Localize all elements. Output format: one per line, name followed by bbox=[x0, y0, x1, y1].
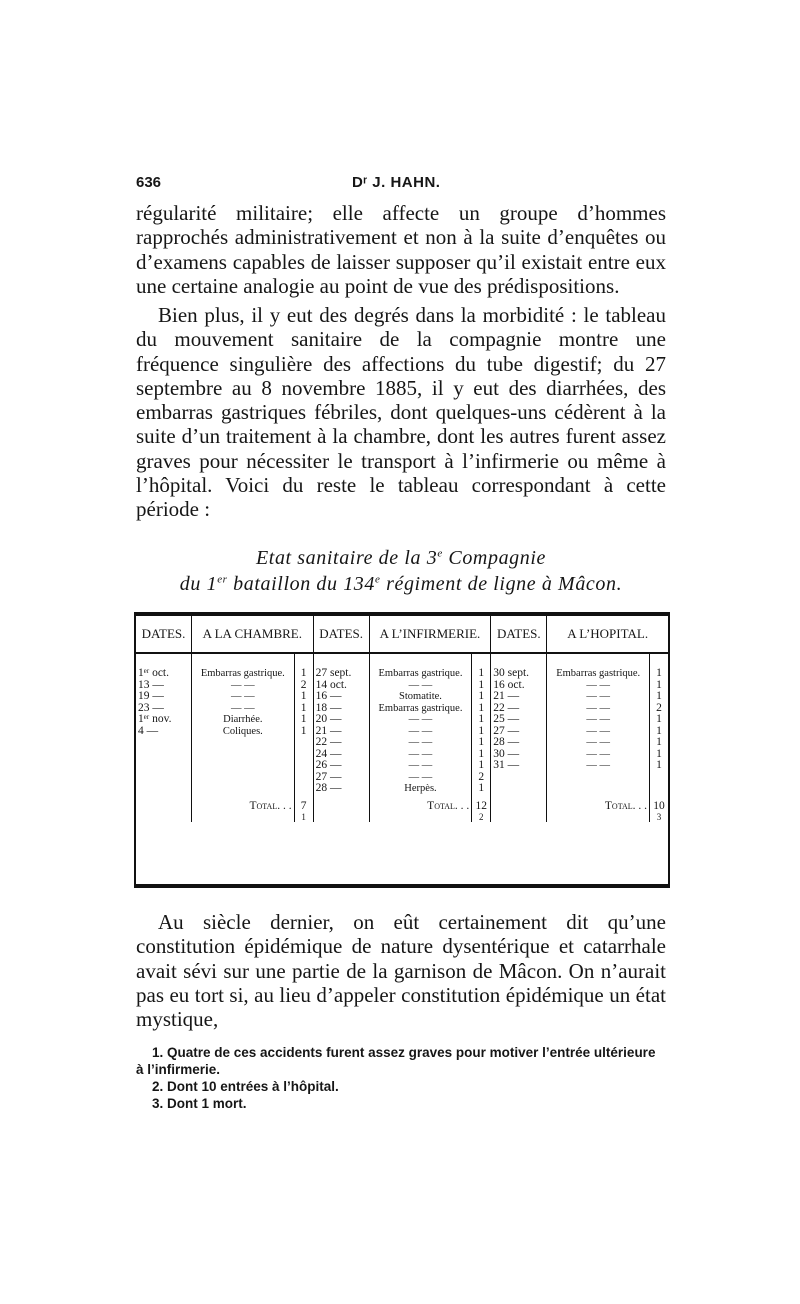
table-cell-count: 1 bbox=[472, 760, 491, 772]
table-cell-date: 31 — bbox=[491, 760, 547, 772]
table-cell-count bbox=[294, 749, 313, 761]
table-row bbox=[136, 749, 668, 761]
table-cell-date: 26 — bbox=[313, 760, 369, 772]
table-cell-date: 24 — bbox=[313, 749, 369, 761]
total-value bbox=[294, 795, 313, 823]
table-cell-count bbox=[650, 783, 669, 795]
table-row bbox=[136, 714, 668, 726]
table-cell-count: 1 bbox=[294, 691, 313, 703]
table-cell-count: 1 bbox=[294, 703, 313, 715]
table-cell-cause: — — bbox=[369, 760, 472, 772]
footnote-marker: 3 bbox=[656, 812, 662, 822]
table-cell-cause bbox=[192, 749, 295, 761]
table-cell-count bbox=[294, 737, 313, 749]
table-cell-cause: — — bbox=[192, 703, 295, 715]
total-number: 12 bbox=[475, 799, 488, 812]
table-title bbox=[136, 545, 666, 597]
table-cell-date: 16 — bbox=[313, 691, 369, 703]
table-cell-count: 1 bbox=[656, 690, 662, 702]
table-cell-count bbox=[294, 783, 313, 795]
sanitary-table bbox=[134, 612, 670, 888]
table-cell-date: 1ᵉʳ nov. bbox=[136, 714, 192, 726]
table-cell-count: 1 bbox=[472, 714, 491, 726]
total-value bbox=[472, 795, 491, 823]
table-cell-date bbox=[491, 772, 547, 784]
table-title-line-1: Etat sanitaire de la 3e Compagnie bbox=[255, 547, 547, 569]
footnote-marker: 1 bbox=[301, 812, 306, 822]
table-cell-count: 1 bbox=[472, 749, 491, 761]
table-cell-date bbox=[136, 737, 192, 749]
table-header-row bbox=[136, 616, 668, 653]
table-cell-date: 30 sept. bbox=[491, 668, 547, 680]
table-cell-count: 2 bbox=[472, 772, 491, 784]
table-cell-date bbox=[136, 772, 192, 784]
footnotes bbox=[136, 1044, 666, 1112]
table-row bbox=[136, 703, 668, 715]
table-cell-cause: — — bbox=[547, 726, 650, 738]
table-cell-date bbox=[136, 749, 192, 761]
footnote-1: 1. Quatre de ces accidents furent assez graves pour motiver l’entrée ultérieure à l’infirmerie. bbox=[136, 1045, 656, 1077]
col-header: DATES. bbox=[491, 616, 547, 653]
author-header: Dʳ J. HAHN. bbox=[352, 174, 441, 191]
table-cell-cause: Diarrhée. bbox=[192, 714, 295, 726]
table-cell-cause: — — bbox=[192, 691, 295, 703]
table-cell-cause: — — bbox=[192, 680, 295, 692]
table-cell-cause: Embarras gastrique. bbox=[192, 668, 295, 680]
col-header: DATES. bbox=[313, 616, 369, 653]
table-cell-date bbox=[136, 760, 192, 772]
table-cell-count: 1 bbox=[472, 668, 491, 680]
table-cell-cause bbox=[192, 783, 295, 795]
paragraph-1: régularité militaire; elle affecte un groupe d’hommes rapprochés administrativement et non à la suite d’enquêtes ou d’examens capables de laisser supposer qu’il existait entre eux une certaine analogie au point de vue des prédispositions. bbox=[136, 201, 666, 298]
table-cell-count: 1 bbox=[472, 726, 491, 738]
total-number: 10 bbox=[653, 799, 665, 812]
table-cell-date: 30 — bbox=[491, 749, 547, 761]
table-cell-cause bbox=[547, 783, 650, 795]
table-cell-count: 1 bbox=[656, 713, 662, 725]
table-cell-cause: Embarras gastrique. bbox=[547, 668, 650, 680]
table-cell-cause bbox=[192, 737, 295, 749]
table-cell-count: 2 bbox=[294, 680, 313, 692]
table-cell-date: 27 sept. bbox=[313, 668, 369, 680]
table-row bbox=[136, 726, 668, 738]
table-cell-date: 20 — bbox=[313, 714, 369, 726]
table-cell-cause: — — bbox=[547, 737, 650, 749]
table-title-line-2: du 1er bataillon du 134e régiment de ligne à Mâcon. bbox=[179, 573, 623, 595]
table-cell-count: 1 bbox=[294, 726, 313, 738]
table-cell-count bbox=[650, 772, 669, 784]
table-cell-count: 1 bbox=[472, 680, 491, 692]
paragraph-3: Au siècle dernier, on eût certainement dit qu’une constitution épidémique de nature dysentérique et catarrhale avait sévi sur une partie de la garnison de Mâcon. On n’aurait pas eu tort si, au lieu d’appeler constitution épidémique un état mystique, bbox=[136, 910, 666, 1032]
table-row bbox=[136, 737, 668, 749]
table-cell-date: 19 — bbox=[136, 691, 192, 703]
table-cell-cause: — — bbox=[369, 772, 472, 784]
table-cell-date bbox=[136, 783, 192, 795]
table-cell-date: 1ᵉʳ oct. bbox=[136, 668, 192, 680]
page-number: 636 bbox=[136, 174, 162, 191]
total-label: Total. . . bbox=[369, 795, 472, 823]
table-cell-date: 23 — bbox=[136, 703, 192, 715]
table-row bbox=[136, 691, 668, 703]
table-cell-cause: — — bbox=[547, 749, 650, 761]
table-cell-date: 22 — bbox=[491, 703, 547, 715]
footnote-3: 3. Dont 1 mort. bbox=[152, 1096, 247, 1111]
paragraph-2: Bien plus, il y eut des degrés dans la morbidité : le tableau du mouvement sanitaire de la compagnie montre une fréquence singulière des affections du tube digestif; du 27 septembre au 8 novembre 1885, il y eut des diarrhées, des embarras gastriques fébriles, dont quelques-uns cédèrent à la suite d’un traitement à la chambre, dont les autres furent assez graves pour nécessiter le transport à l’infirmerie ou même à l’hôpital. Voici du reste le tableau correspondant à cette période : bbox=[136, 303, 666, 522]
table-cell-date: 28 — bbox=[491, 737, 547, 749]
table-row bbox=[136, 668, 668, 680]
table-cell-cause: — — bbox=[369, 737, 472, 749]
table-cell-date: 4 — bbox=[136, 726, 192, 738]
table-cell-date: 27 — bbox=[491, 726, 547, 738]
table-cell-count: 1 bbox=[472, 783, 491, 795]
total-label: Total. . . bbox=[547, 795, 650, 823]
table-cell-count: 1 bbox=[656, 678, 662, 691]
total-number: 7 bbox=[300, 799, 307, 812]
table-cell-date: 21 — bbox=[313, 726, 369, 738]
table-cell-cause: — — bbox=[369, 714, 472, 726]
table-cell-cause: — — bbox=[547, 703, 650, 715]
table-cell-count: 1 bbox=[656, 759, 662, 771]
table-cell-cause bbox=[192, 760, 295, 772]
table-cell-cause: — — bbox=[547, 714, 650, 726]
table-cell-cause: Herpès. bbox=[369, 783, 472, 795]
col-header: DATES. bbox=[136, 616, 192, 653]
table-cell-cause: — — bbox=[547, 680, 650, 692]
table-cell-cause: Stomatite. bbox=[369, 691, 472, 703]
footnote-2: 2. Dont 10 entrées à l’hôpital. bbox=[152, 1079, 339, 1094]
table-cell-date: 21 — bbox=[491, 691, 547, 703]
col-header: A L’INFIRMERIE. bbox=[369, 616, 491, 653]
table-cell-cause: — — bbox=[369, 726, 472, 738]
table-cell-date: 13 — bbox=[136, 680, 192, 692]
table-cell-date bbox=[491, 783, 547, 795]
table-cell-cause: — — bbox=[369, 749, 472, 761]
table-row bbox=[136, 783, 668, 795]
col-header: A L’HOPITAL. bbox=[547, 616, 668, 653]
table-cell-count: 1 bbox=[656, 736, 662, 748]
table-cell-count: 1 bbox=[294, 714, 313, 726]
table-cell-cause bbox=[192, 772, 295, 784]
table-cell-cause: — — bbox=[547, 691, 650, 703]
table-cell-count: 1 bbox=[656, 747, 662, 760]
table-cell-count bbox=[294, 772, 313, 784]
table-cell-date: 25 — bbox=[491, 714, 547, 726]
table-cell-cause: — — bbox=[547, 760, 650, 772]
col-header: A LA CHAMBRE. bbox=[192, 616, 314, 653]
table-cell-count: 1 bbox=[472, 703, 491, 715]
running-head bbox=[136, 174, 666, 196]
table-cell-count: 1 bbox=[472, 737, 491, 749]
table-cell-date: 27 — bbox=[313, 772, 369, 784]
table-cell-date: 16 oct. bbox=[491, 680, 547, 692]
table-cell-cause bbox=[547, 772, 650, 784]
table-cell-cause: Embarras gastrique. bbox=[369, 703, 472, 715]
totals-row bbox=[136, 795, 668, 823]
table-row bbox=[136, 772, 668, 784]
table-row bbox=[136, 760, 668, 772]
table-cell-date: 18 — bbox=[313, 703, 369, 715]
table-cell-count: 1 bbox=[472, 691, 491, 703]
table-cell-cause: — — bbox=[369, 680, 472, 692]
total-label: Total. . . bbox=[192, 795, 295, 823]
table-cell-date: 28 — bbox=[313, 783, 369, 795]
total-value bbox=[650, 795, 669, 823]
table-cell-count bbox=[294, 760, 313, 772]
table-cell-count: 1 bbox=[656, 724, 662, 737]
table-cell-count: 1 bbox=[294, 668, 313, 680]
table-cell-count: 1 bbox=[656, 667, 662, 679]
table-cell-cause: Embarras gastrique. bbox=[369, 668, 472, 680]
spacer-row bbox=[136, 653, 668, 668]
table-cell-date: 22 — bbox=[313, 737, 369, 749]
footnote-marker: 2 bbox=[479, 812, 484, 822]
table-cell-date: 14 oct. bbox=[313, 680, 369, 692]
table-cell-count: 2 bbox=[656, 701, 662, 714]
table-row bbox=[136, 680, 668, 692]
table-cell-cause: Coliques. bbox=[192, 726, 295, 738]
